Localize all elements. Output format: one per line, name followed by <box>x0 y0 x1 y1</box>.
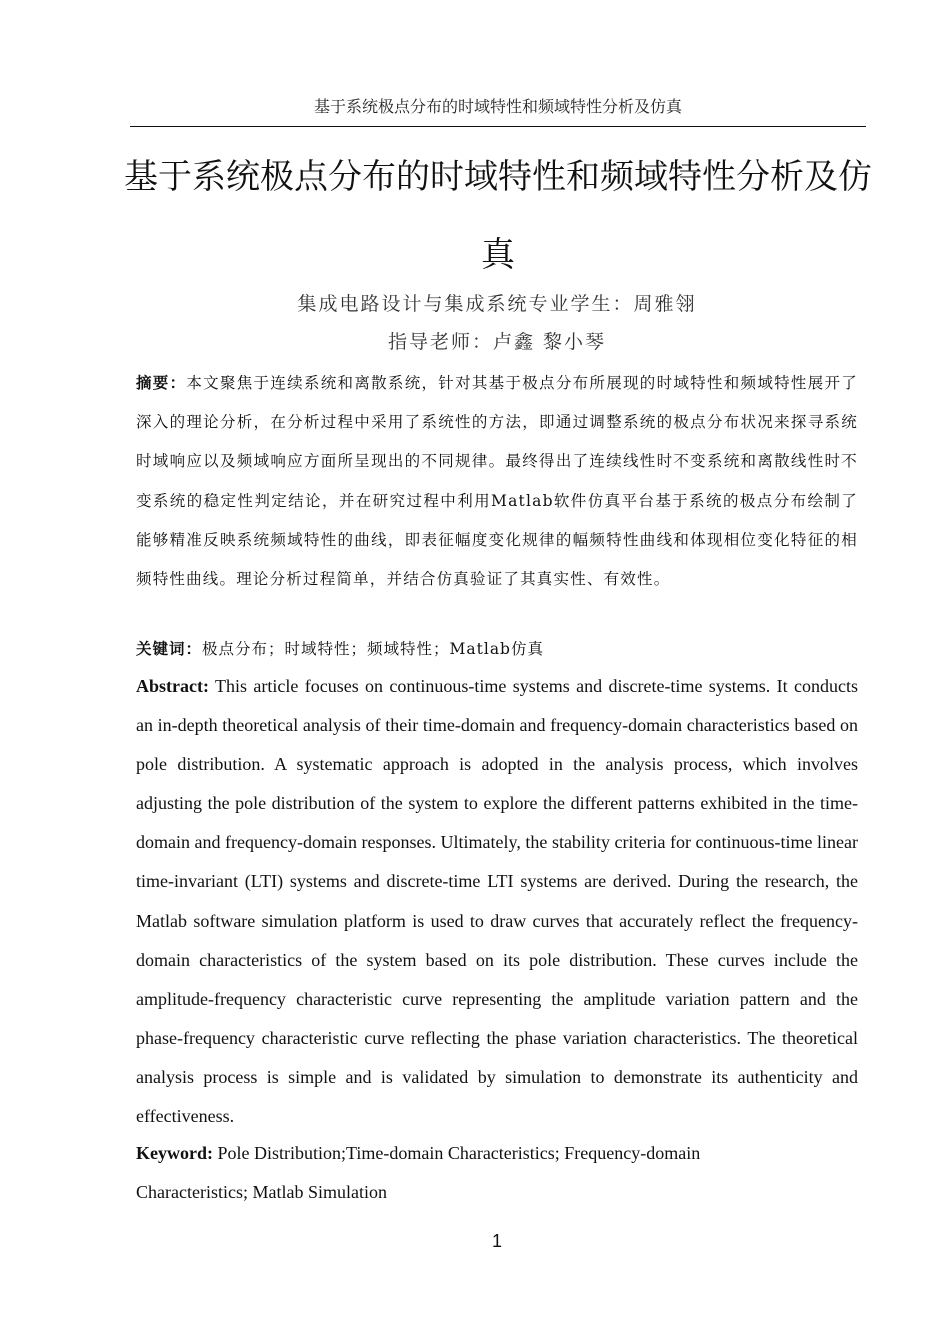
english-abstract <box>136 667 858 1136</box>
header-rule <box>130 126 866 127</box>
paper-title: 基于系统极点分布的时域特性和频域特性分析及仿真 <box>124 157 872 275</box>
english-keywords <box>136 1134 776 1212</box>
chinese-abstract-label: 摘要： <box>136 373 187 392</box>
english-keywords-text: Pole Distribution;Time-domain Characteristics; Frequency-domain Characteristics; Matlab Simulation <box>136 1143 701 1203</box>
page-number: 1 <box>491 1231 502 1251</box>
author-line: 集成电路设计与集成系统专业学生：周雅翎 <box>297 293 697 315</box>
running-header: 基于系统极点分布的时域特性和频域特性分析及仿真 <box>313 97 682 116</box>
chinese-abstract <box>136 363 858 599</box>
english-abstract-text: This article focuses on continuous-time systems and discrete-time systems. It conducts an in-depth theoretical analysis of their time-domain and frequency-domain characteristics based on pole distribution. A systematic approach is adopted in the analysis process, which involves adjusting the pole distribution of the system to explore the different patterns exhibited in the time-domain and frequency-domain responses. Ultimately, the stability criteria for continuous-time linear time-invariant (LTI) systems and discrete-time LTI systems are derived. During the research, the Matlab software simulation platform is used to draw curves that accurately reflect the frequency-domain characteristics of the system based on its pole distribution. These curves include the amplitude-frequency characteristic curve representing the amplitude variation pattern and the phase-frequency characteristic curve reflecting the phase variation characteristics. The theoretical analysis process is simple and is validated by simulation to demonstrate its authenticity and effectiveness. <box>136 676 858 1127</box>
english-keywords-label: Keyword: <box>136 1143 213 1163</box>
chinese-abstract-text: 本文聚焦于连续系统和离散系统，针对其基于极点分布所展现的时域特性和频域特性展开了深入的理论分析，在分析过程中采用了系统性的方法，即通过调整系统的极点分布状况来探寻系统时域响应以及频域响应方面所呈现出的不同规律。最终得出了连续线性时不变系统和离散线性时不变系统的稳定性判定结论，并在研究过程中利用Matlab软件仿真平台基于系统的极点分布绘制了能够精准反映系统频域特性的曲线，即表征幅度变化规律的幅频特性曲线和体现相位变化特征的相频特性曲线。理论分析过程简单，并结合仿真验证了其真实性、有效性。 <box>136 374 858 589</box>
chinese-keywords <box>136 633 858 665</box>
english-abstract-label: Abstract: <box>136 676 209 696</box>
advisor-line: 指导老师：卢鑫 黎小琴 <box>387 331 607 353</box>
chinese-keywords-label: 关键词： <box>136 639 203 658</box>
chinese-keywords-text: 极点分布；时域特性；频域特性；Matlab仿真 <box>202 640 544 658</box>
